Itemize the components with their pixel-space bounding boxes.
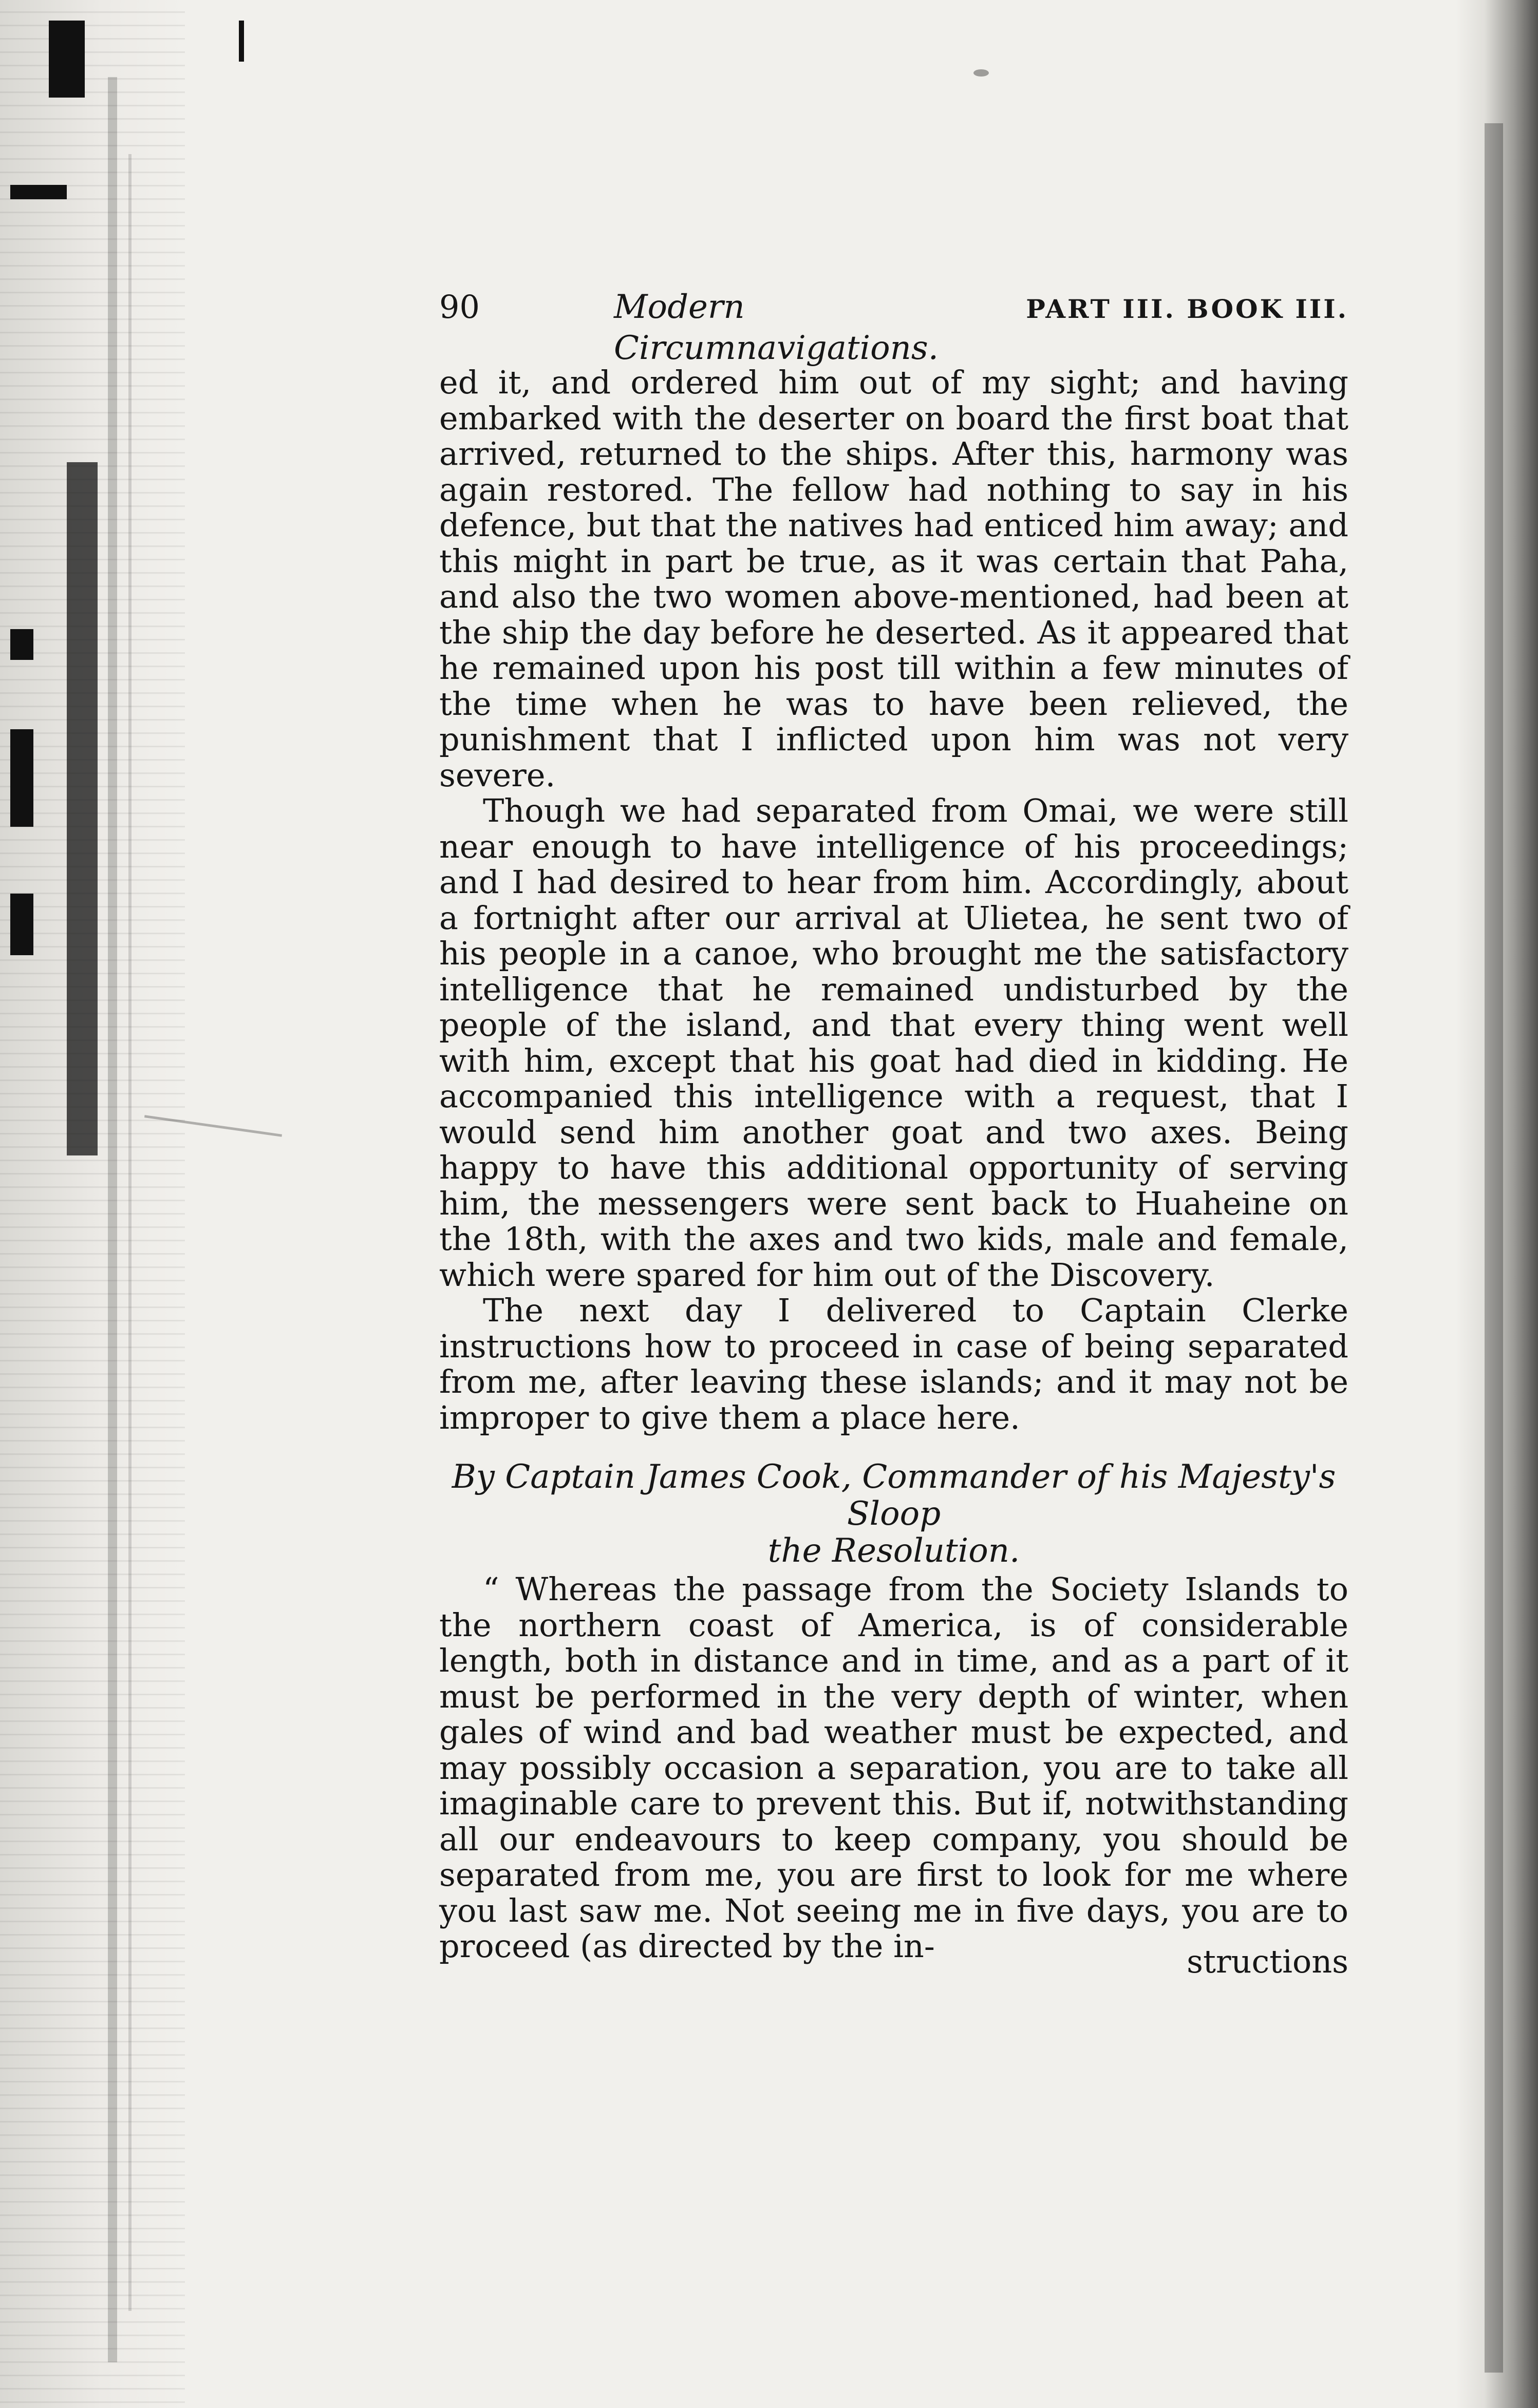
paragraph: Though we had separated from Omai, we were still near enough to have intelligence of his proceedings; and I had desired to hear from him. Accordingly, about a fortnight after our arrival at Ulietea, he sent two of his people in a canoe, who brought me the satisfactory intelligence that he remained undisturbed by the people of the island, and that every thing went well with him, except that his goat had died in kidding. He accompanied this intelligence with a request, that I would send him another goat and two axes. Being happy to have this additional opportunity of serving him, the messengers were sent back to Huaheine on the 18th, with the axes and two kids, male and female, which were spared for him out of the Discovery.	[439, 792, 1348, 1294]
instructions-heading	[439, 1458, 1348, 1569]
page-edge-streak	[1485, 123, 1503, 2373]
catchword: structions	[1187, 1943, 1348, 1980]
gutter-blot	[239, 21, 244, 62]
gutter-streak	[128, 154, 132, 2311]
gutter-blot	[10, 185, 67, 199]
running-header	[439, 287, 1348, 367]
gutter-blot	[67, 462, 98, 1155]
heading-line: By Captain James Cook, Commander of his Majesty's Sloop	[452, 1458, 1336, 1533]
dust-speck	[973, 69, 989, 77]
left-binding-gutter	[0, 0, 185, 2408]
gutter-blot	[10, 729, 33, 827]
body-text	[439, 365, 1348, 1435]
section-reference: PART III. BOOK III.	[1026, 294, 1348, 324]
page-number: 90	[439, 288, 480, 326]
instructions-text	[439, 1571, 1348, 1964]
gutter-streak	[108, 77, 117, 2362]
running-title: Modern Circumnavigations.	[614, 288, 939, 367]
gutter-blot	[10, 894, 33, 955]
heading-line: the Resolution.	[767, 1532, 1020, 1570]
paragraph: The next day I delivered to Captain Clerke instructions how to proceed in case of being separated from me, after leaving these islands; and it may not be improper to give them a place here.	[439, 1292, 1348, 1436]
gutter-blot	[10, 629, 33, 660]
paragraph: ed it, and ordered him out of my sight; and having embarked with the deserter on board the first boat that arrived, returned to the ships. After this, harmony was again restored. The fellow had nothing to say in his defence, but that the natives had enticed him away; and this might in part be true, as it was certain that Paha, and also the two women above-mentioned, had been at the ship the day before he deserted. As it appeared that he remained upon his post till within a few minutes of the time when he was to have been relieved, the punishment that I inflicted upon him was not very severe.	[439, 364, 1348, 794]
gutter-blot	[49, 21, 85, 98]
quoted-paragraph: “ Whereas the passage from the Society Islands to the northern coast of America, is of considerable length, both in distance and in time, and as a part of it must be performed in the very depth of winter, when gales of wind and bad weather must be expected, and may possibly occasion a separation, you are to take all imaginable care to prevent this. But if, notwithstanding all our endeavours to keep company, you should be separated from me, you are first to look for me where you last saw me. Not seeing me in five days, you are to proceed (as directed by the in-	[439, 1570, 1348, 1965]
